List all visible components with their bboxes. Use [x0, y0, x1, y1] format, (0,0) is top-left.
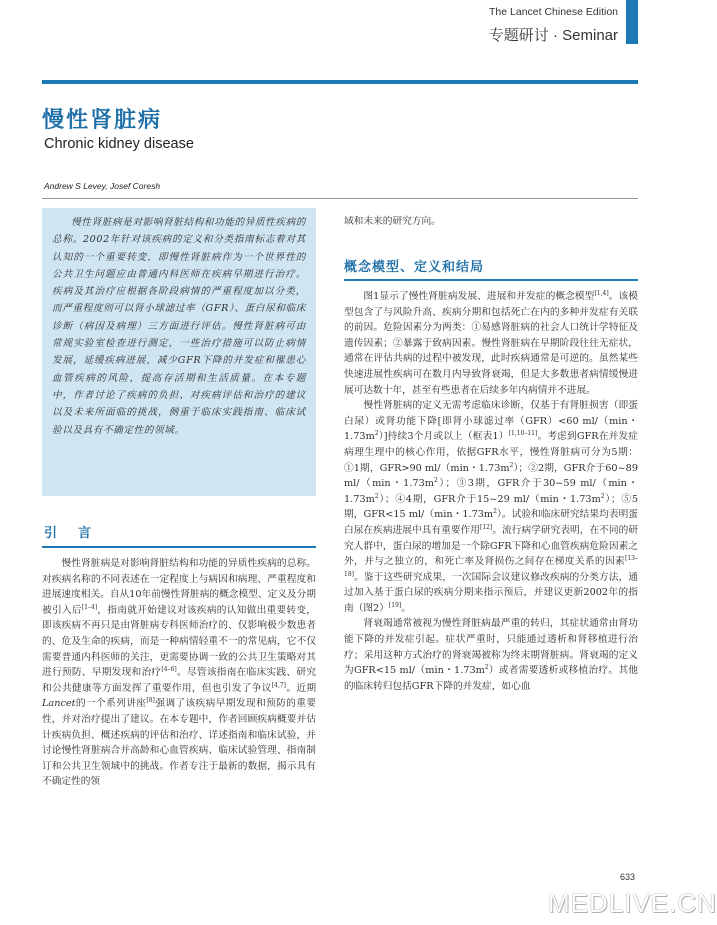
- journal-name: The Lancet Chinese Edition: [489, 6, 618, 18]
- title-divider: [42, 198, 638, 199]
- summary-text: 慢性肾脏病是对影响肾脏结构和功能的异质性疾病的总称。2002年针对该疾病的定义和分类指南标志着对其认知的一个重要转变，即慢性肾脏病作为一个世界性的公共卫生问题应由普通内科医师在疾病早期进行治疗。疾病及其治疗应根据各阶段病情的严重程度加以分类，而严重程度则可以肾小球滤过率（GFR）、蛋白尿和临床诊断（病因及病理）三方面进行评估。慢性肾脏病可由常规实验室检查进行测定，一些治疗措施可以防止病情发展，延缓疾病进展，减少GFR下降的并发症和罹患心血管疾病的风险，提高存活期和生活质量。在本专题中，作者讨论了疾病的负担、对疾病评估和治疗的建议以及未来所面临的挑战，侧重于临床实践指南、临床试验以及具有不确定性的领域。: [52, 217, 306, 436]
- intro-column: [42, 556, 316, 790]
- article-authors: Andrew S Levey, Josef Coresh: [44, 181, 161, 191]
- citation: [4,7]: [271, 681, 287, 689]
- article-title-en: Chronic kidney disease: [44, 136, 194, 152]
- citation: [1,10–11]: [508, 430, 538, 438]
- section-label-en: Seminar: [562, 27, 618, 44]
- intro-paragraph: 慢性肾脏病是对影响肾脏结构和功能的异质性疾病的总称。对疾病名称的不同表述在一定程度上与病因和病理、严重程度和进展速度相关。自从10年前慢性肾脏病的概念模型、定义及分期被引入后[1–4]，指南就开始建议对该疾病的认知做出重要转变，即该疾病不再只是由肾脏病专科医师治疗的、仅影响极少数患者的、危及生命的疾病，而是一种病情轻重不一的常见病，它不仅需要普通内科医师的关注，更需要协调一致的公共卫生策略对其进行预防、早期发现和治疗[4–6]。尽管该指南在临床实践、研究和公共健康等方面发挥了重要作用，但也引发了争议[4,7]。近期Lancet的一个系列讲座[8]强调了该疾病早期发现和预防的重要性，并对治疗提出了建议。在本专题中，作者回顾疾病概要并估计疾病负担、概述疾病的评估和治疗、详述指南和临床试验，并讨论慢性肾脏病合并高龄和心血管疾病、临床试验管理、指南制订和公共卫生领域中的挑战。作者专注于最新的数据，揭示具有不确定性的领: [42, 558, 317, 788]
- journal-lancet: Lancet: [42, 698, 76, 710]
- concept-heading: 概念模型、定义和结局: [344, 260, 485, 275]
- summary-box: [42, 208, 316, 496]
- citation: [13–18]: [344, 554, 638, 578]
- concept-paragraph-1: 图1显示了慢性肾脏病发展、进展和并发症的概念模型[1,4]。该模型包含了与风险升高、疾病分期和包括死亡在内的多种并发症有关联的前因。危险因素分为两类：①易感肾脏病的社会人口统计学特征及遗传因素；②暴露于致病因素。慢性肾脏病在早期阶段往往无症状，通常在评估共病的过程中被发现，此时疾病通常是可逆的。虽然某些快速进展性疾病可在数月内导致肾衰竭，但是大多数患者病情缓慢进展可达数十年，甚至有些患者在后续多年内病情并不进展。: [344, 289, 638, 396]
- section-label: [489, 24, 618, 45]
- medlive-watermark: MEDLIVE.CN: [548, 888, 717, 918]
- section-separator: ·: [548, 27, 563, 44]
- citation: [19]: [388, 601, 402, 609]
- citation: [12]: [479, 523, 493, 531]
- concept-column: [344, 289, 638, 694]
- article-title-cn: 慢性肾脏病: [42, 107, 163, 133]
- citation: [1,4]: [594, 289, 609, 297]
- column-2-continuation: [344, 214, 638, 230]
- citation: [8]: [146, 697, 155, 705]
- concept-paragraph-3: 肾衰竭通常被视为慢性肾脏病最严重的转归，其症状通常由肾功能下降的并发症引起。症状严重时，只能通过透析和肾移植进行治疗；采用这种方式治疗的肾衰竭被称为终末期肾脏病。肾衰竭的定义为GFR<15 ml/（min・$1.73m^2$）或者需要透析或移植治疗。其他的临床转归包括GFR下降的并发症，如心血: [344, 618, 638, 692]
- concept-heading-rule: [344, 279, 638, 281]
- continued-text: 域和未来的研究方向。: [344, 216, 441, 227]
- intro-heading-rule: [42, 546, 316, 548]
- page-number: 633: [620, 872, 636, 882]
- section-tab-marker: [626, 0, 638, 44]
- intro-heading: 引 言: [44, 526, 96, 541]
- concept-paragraph-2: 慢性肾脏病的定义无需考虑临床诊断，仅基于有肾脏损害（即蛋白尿）或肾功能下降[即肾小球滤过率（GFR）<60 ml/（min・$1.73m^2$）]持续3个月或以上（框表1）[1,10–11]。考虑到GFR在并发症病理生理中的核心作用，依据GFR水平，慢性肾脏病可分为5期：①1期，GFR>90 ml/（min・$1.73m^2$）；②2期，GFR介于60~89 ml/（min・$1.73m^2$）；③3期，GFR介于30~59 ml/（min・$1.73m^2$）；④4期，GFR介于15~29 ml/（min・$1.73m^2$）；⑤5期，GFR<15 ml/（min・$1.73m^2$）。试验和临床研究结果均表明蛋白尿在疾病进展中具有重要作用[12]。流行病学研究表明，在不同的研究人群中，蛋白尿的增加是一个除GFR下降和心血管疾病危险因素之外，并与之独立的，和死亡率及肾损伤之间存在梯度关系的因素[13–18]。鉴于这些研究成果，一次国际会议建议修改疾病的分类方法，通过加入基于蛋白尿的疾病分期来指示预后，并建议更新2002年的指南（图2）[19]。: [344, 400, 639, 614]
- section-label-cn: 专题研讨: [488, 27, 549, 44]
- citation: [1–4]: [81, 603, 98, 611]
- citation: [4–6]: [161, 665, 177, 673]
- header-rule: [42, 80, 638, 84]
